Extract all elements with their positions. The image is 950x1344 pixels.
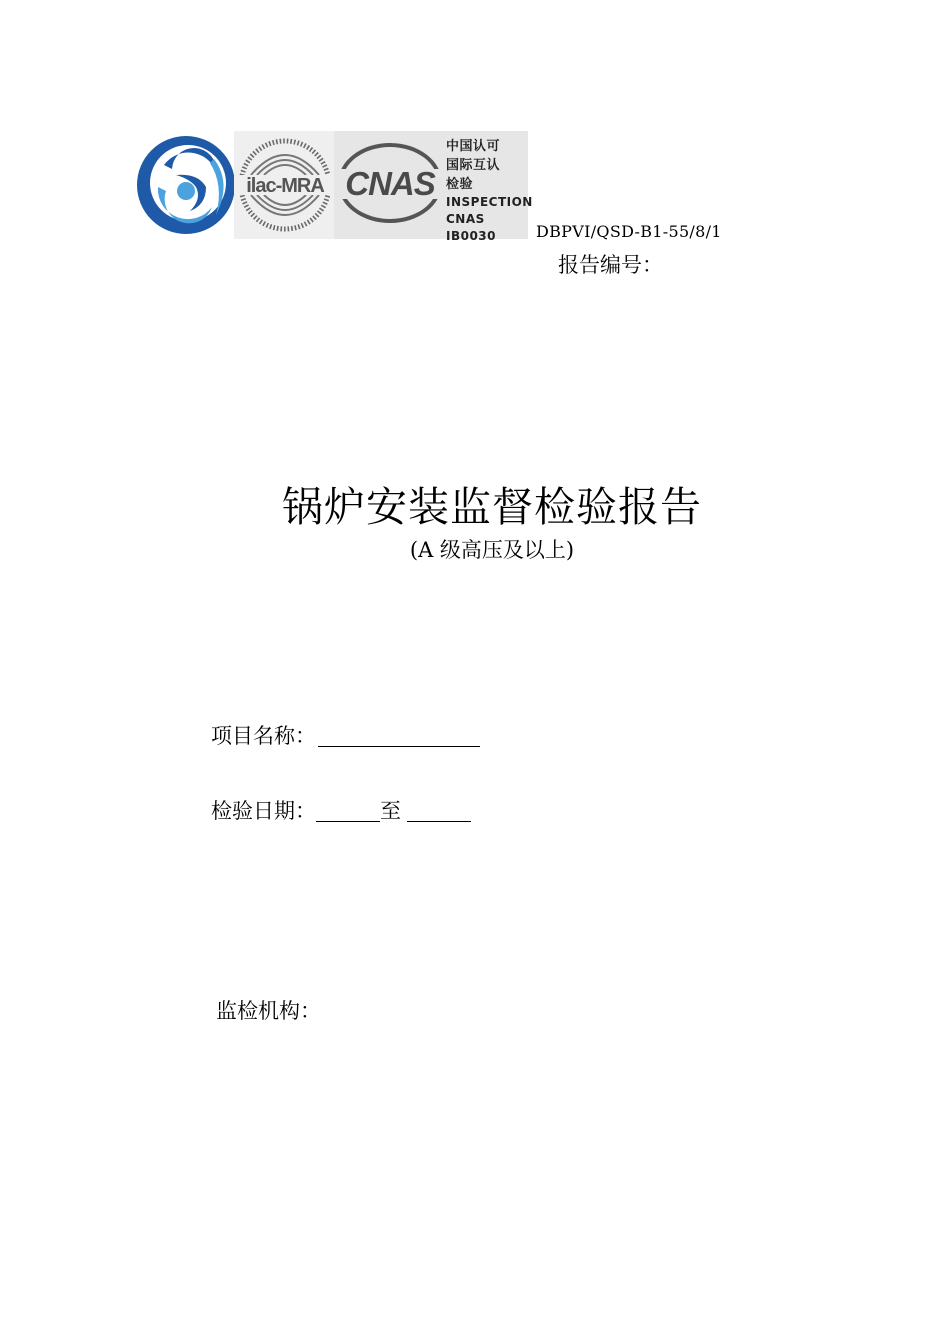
cnas-line-3: 检验 [446,177,474,192]
date-end-blank[interactable] [407,799,471,822]
ilac-mra-label: ilac-MRA [246,175,324,197]
date-start-blank[interactable] [316,799,380,822]
cnas-cert-text [446,137,533,245]
project-name-label: 项目名称： [211,724,316,748]
header-logos [136,131,533,243]
ilac-mra-logo-icon [234,131,336,239]
inspection-org-label: 监检机构： [216,999,321,1023]
cnas-mark-icon [334,131,446,239]
date-separator: 至 [380,799,401,823]
cnas-line-1: 中国认可 [446,139,501,154]
inspection-date-label: 检验日期： [211,799,316,823]
dbpvi-logo-icon [136,135,236,235]
cnas-line-4: INSPECTION [446,195,533,209]
cnas-line-2: 国际互认 [446,158,501,173]
inspection-date-field [211,795,473,825]
report-title: 锅炉安装监督检验报告 [282,483,702,531]
project-name-blank[interactable] [318,724,480,747]
report-number-label: 报告编号： [558,253,663,277]
cnas-logo [334,131,533,243]
document-code: DBPVI/QSD-B1-55/8/1 [536,222,722,241]
report-subtitle: (A 级高压及以上) [409,538,575,562]
project-name-field [211,720,480,750]
cnas-mark-text: CNAS [345,165,435,202]
cnas-line-5: CNAS IB0030 [446,212,497,243]
